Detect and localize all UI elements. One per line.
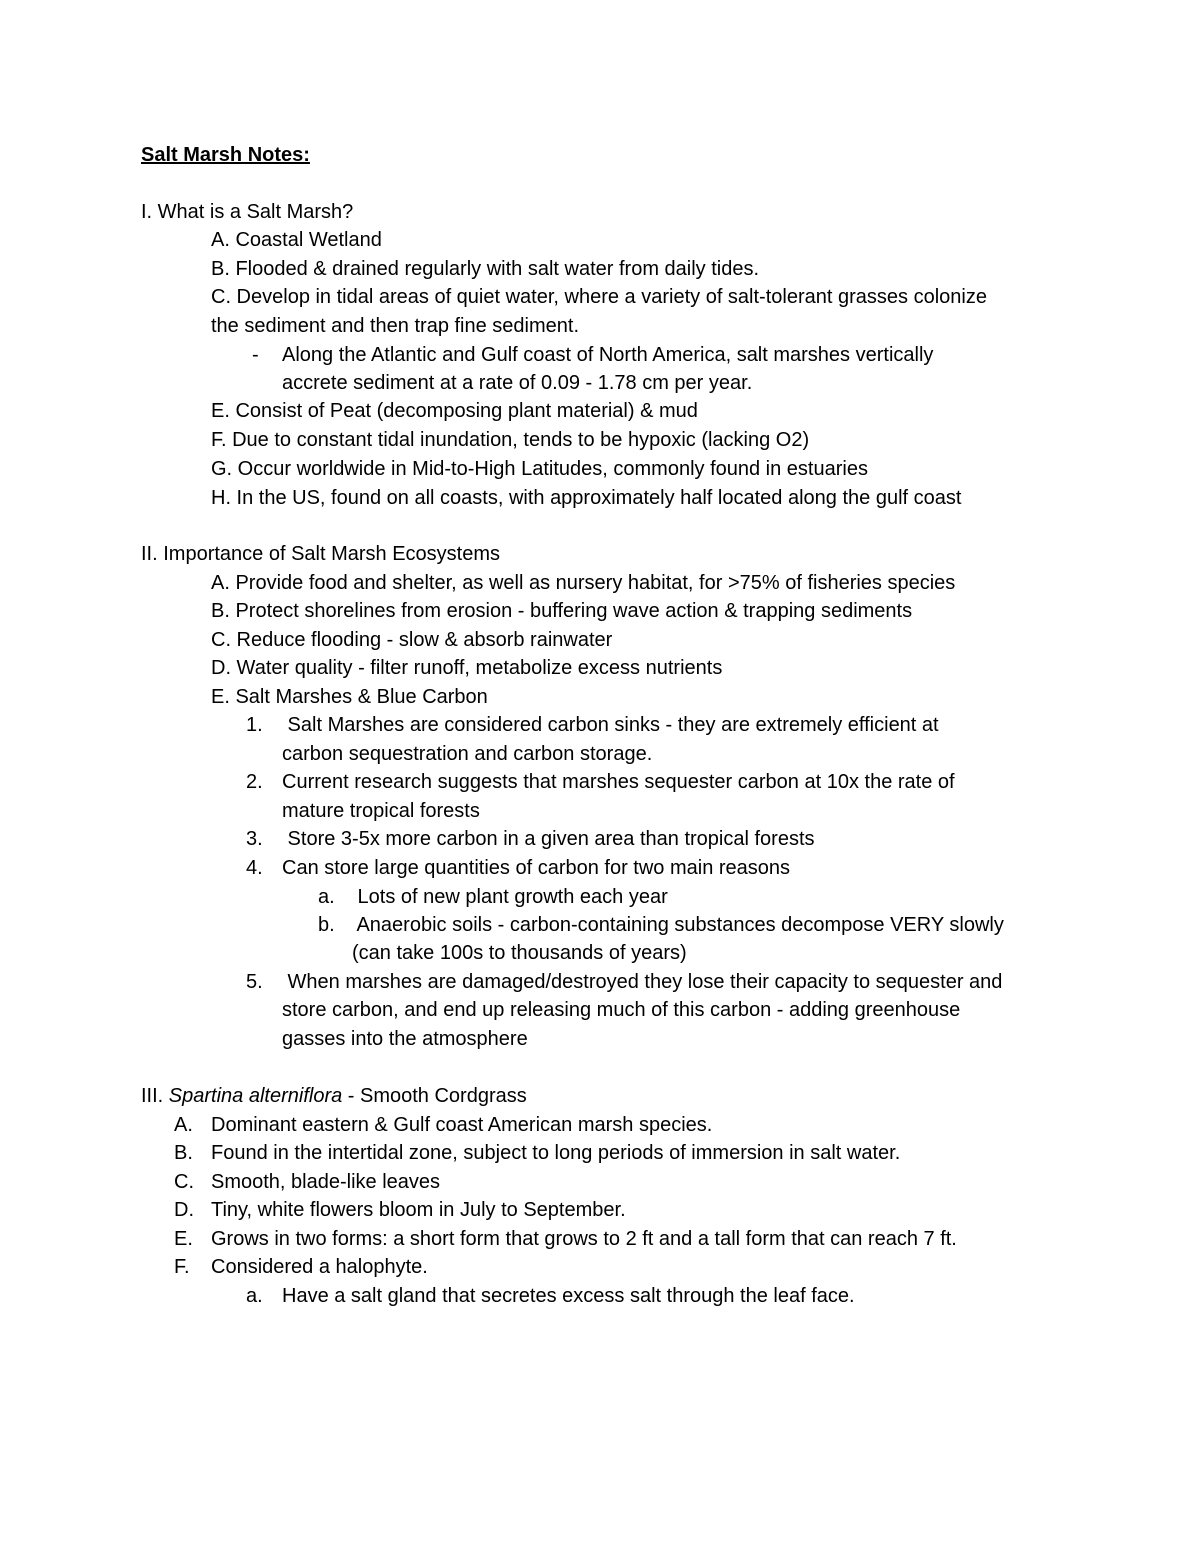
section-3-item-f-marker: F. [174,1256,190,1278]
section-2-item-c: C. Reduce flooding - slow & absorb rainwater [211,629,613,651]
carbon-item-2-line1: Current research suggests that marshes sequester carbon at 10x the rate of [282,771,955,793]
section-1-heading: I. What is a Salt Marsh? [141,201,354,223]
carbon-item-1-line2: carbon sequestration and carbon storage. [282,743,653,765]
section-1-item-c-sub-line2: accrete sediment at a rate of 0.09 - 1.78 cm per year. [282,372,753,394]
section-3-item-c-marker: C. [174,1171,194,1193]
carbon-item-4b-marker: b. [318,914,335,936]
section-3-item-f-a: Have a salt gland that secretes excess salt through the leaf face. [282,1285,855,1307]
section-1-item-e: E. Consist of Peat (decomposing plant material) & mud [211,400,698,422]
section-2-item-b: B. Protect shorelines from erosion - buffering wave action & trapping sediments [211,600,913,622]
section-3-heading-species: Spartina alterniflora [168,1085,343,1107]
section-3-item-d: Tiny, white flowers bloom in July to September. [211,1199,626,1221]
carbon-item-4a-marker: a. [318,886,335,908]
section-1-item-h: H. In the US, found on all coasts, with approximately half located along the gulf coast [211,487,962,509]
section-3-item-f-a-marker: a. [246,1285,263,1307]
section-1-item-c-line1: C. Develop in tidal areas of quiet water, where a variety of salt-tolerant grasses colonize [211,286,987,308]
section-1-item-c-sub-marker: - [252,344,259,366]
carbon-item-4b-line1: Anaerobic soils - carbon-containing substances decompose VERY slowly [352,914,1004,936]
section-2-item-a: A. Provide food and shelter, as well as nursery habitat, for >75% of fisheries species [211,572,956,594]
carbon-item-2-marker: 2. [246,771,263,793]
section-2-item-d: D. Water quality - filter runoff, metabolize excess nutrients [211,657,723,679]
document-title: Salt Marsh Notes: [141,144,310,166]
carbon-item-5-line1: When marshes are damaged/destroyed they lose their capacity to sequester and [282,971,1003,993]
section-1-item-a: A. Coastal Wetland [211,229,382,251]
section-3-heading-prefix: III. [141,1085,169,1107]
section-1-item-b: B. Flooded & drained regularly with salt water from daily tides. [211,258,760,280]
carbon-item-1-marker: 1. [246,714,263,736]
section-2-item-e: E. Salt Marshes & Blue Carbon [211,686,488,708]
section-3-item-b-marker: B. [174,1142,193,1164]
section-3-item-d-marker: D. [174,1199,194,1221]
section-1-item-c-sub-line1: Along the Atlantic and Gulf coast of North America, salt marshes vertically [282,344,934,366]
carbon-item-4-line1: Can store large quantities of carbon for two main reasons [282,857,791,879]
carbon-item-3-marker: 3. [246,828,263,850]
carbon-item-4-marker: 4. [246,857,263,879]
section-1-item-f: F. Due to constant tidal inundation, tends to be hypoxic (lacking O2) [211,429,810,451]
section-1-item-g: G. Occur worldwide in Mid-to-High Latitudes, commonly found in estuaries [211,458,868,480]
section-3-item-a-marker: A. [174,1114,193,1136]
section-2-heading: II. Importance of Salt Marsh Ecosystems [141,543,501,565]
section-3-item-f: Considered a halophyte. [211,1256,428,1278]
section-3-item-c: Smooth, blade-like leaves [211,1171,441,1193]
section-3-item-e: Grows in two forms: a short form that grows to 2 ft and a tall form that can reach 7 ft. [211,1228,957,1250]
section-3-heading [141,1084,527,1108]
carbon-item-4b-line2: (can take 100s to thousands of years) [352,942,687,964]
carbon-item-4a-line1: Lots of new plant growth each year [352,886,668,908]
section-3-item-b: Found in the intertidal zone, subject to long periods of immersion in salt water. [211,1142,901,1164]
carbon-item-5-marker: 5. [246,971,263,993]
carbon-item-3-line1: Store 3-5x more carbon in a given area than tropical forests [282,828,815,850]
section-3-item-a: Dominant eastern & Gulf coast American marsh species. [211,1114,713,1136]
carbon-item-2-line2: mature tropical forests [282,800,480,822]
carbon-item-5-line2: store carbon, and end up releasing much of this carbon - adding greenhouse [282,999,961,1021]
section-3-heading-suffix: - Smooth Cordgrass [342,1085,527,1107]
carbon-item-1-line1: Salt Marshes are considered carbon sinks - they are extremely efficient at [282,714,939,736]
section-1-item-c-line2: the sediment and then trap fine sediment. [211,315,580,337]
carbon-item-5-line3: gasses into the atmosphere [282,1028,528,1050]
section-3-item-e-marker: E. [174,1228,193,1250]
